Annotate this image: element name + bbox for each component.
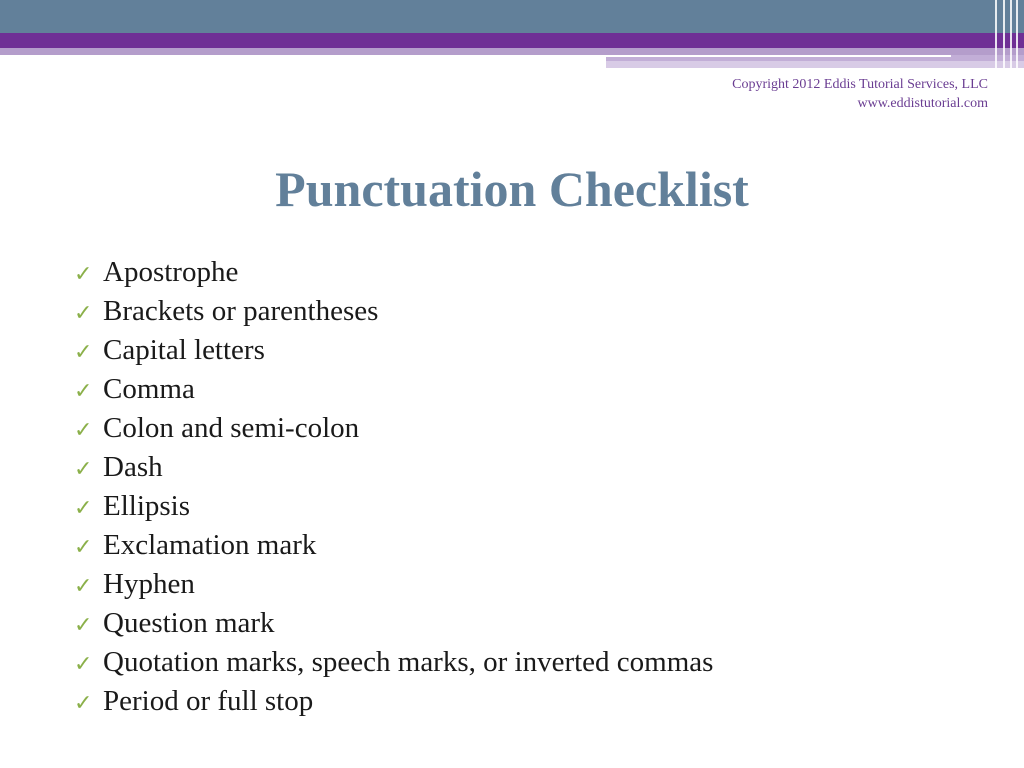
checklist-item — [74, 449, 713, 488]
checklist-item — [74, 527, 713, 566]
header-vertical-line — [1003, 0, 1005, 70]
checklist-item — [74, 332, 713, 371]
checklist-item-label: Hyphen — [103, 568, 195, 600]
checklist-item — [74, 683, 713, 722]
checklist-item-label: Quotation marks, speech marks, or inverted commas — [103, 646, 714, 678]
check-icon: ✓ — [74, 457, 93, 482]
check-icon: ✓ — [74, 418, 93, 443]
header-bar-lavender — [0, 48, 1024, 55]
checklist-item-label: Ellipsis — [103, 490, 191, 522]
header-vertical-line — [1010, 0, 1012, 70]
checklist-item — [74, 410, 713, 449]
header-bar-purple — [0, 33, 1024, 48]
checklist-item — [74, 566, 713, 605]
header-vertical-line — [1016, 0, 1018, 70]
check-icon: ✓ — [74, 613, 93, 638]
check-icon: ✓ — [74, 301, 93, 326]
checklist-item-label: Question mark — [103, 607, 275, 639]
website-text: www.eddistutorial.com — [857, 96, 988, 111]
checklist-item — [74, 254, 713, 293]
check-icon: ✓ — [74, 496, 93, 521]
header-vertical-line — [995, 0, 997, 70]
check-icon: ✓ — [74, 652, 93, 677]
checklist-item — [74, 293, 713, 332]
checklist-item-label: Capital letters — [103, 334, 265, 366]
checklist-item-label: Colon and semi-colon — [103, 412, 360, 444]
checklist-item — [74, 371, 713, 410]
checklist-item-label: Apostrophe — [103, 256, 239, 288]
check-icon: ✓ — [74, 691, 93, 716]
check-icon: ✓ — [74, 574, 93, 599]
copyright-notice — [732, 75, 988, 113]
slide-title: Punctuation Checklist — [275, 161, 749, 217]
checklist-item — [74, 605, 713, 644]
header-bar-slate — [0, 0, 1024, 33]
check-icon: ✓ — [74, 262, 93, 287]
copyright-text: Copyright 2012 Eddis Tutorial Services, LLC — [732, 77, 988, 92]
checklist-item-label: Period or full stop — [103, 685, 314, 717]
checklist-item-label: Dash — [103, 451, 163, 483]
header-bar-divider — [606, 55, 951, 57]
checklist-item — [74, 488, 713, 527]
punctuation-checklist — [74, 254, 713, 722]
header-bar-lavender-light — [606, 61, 1024, 68]
checklist-item-label: Brackets or parentheses — [103, 295, 379, 327]
checklist-item — [74, 644, 713, 683]
checklist-item-label: Exclamation mark — [103, 529, 317, 561]
check-icon: ✓ — [74, 535, 93, 560]
check-icon: ✓ — [74, 379, 93, 404]
checklist-item-label: Comma — [103, 373, 195, 405]
check-icon: ✓ — [74, 340, 93, 365]
